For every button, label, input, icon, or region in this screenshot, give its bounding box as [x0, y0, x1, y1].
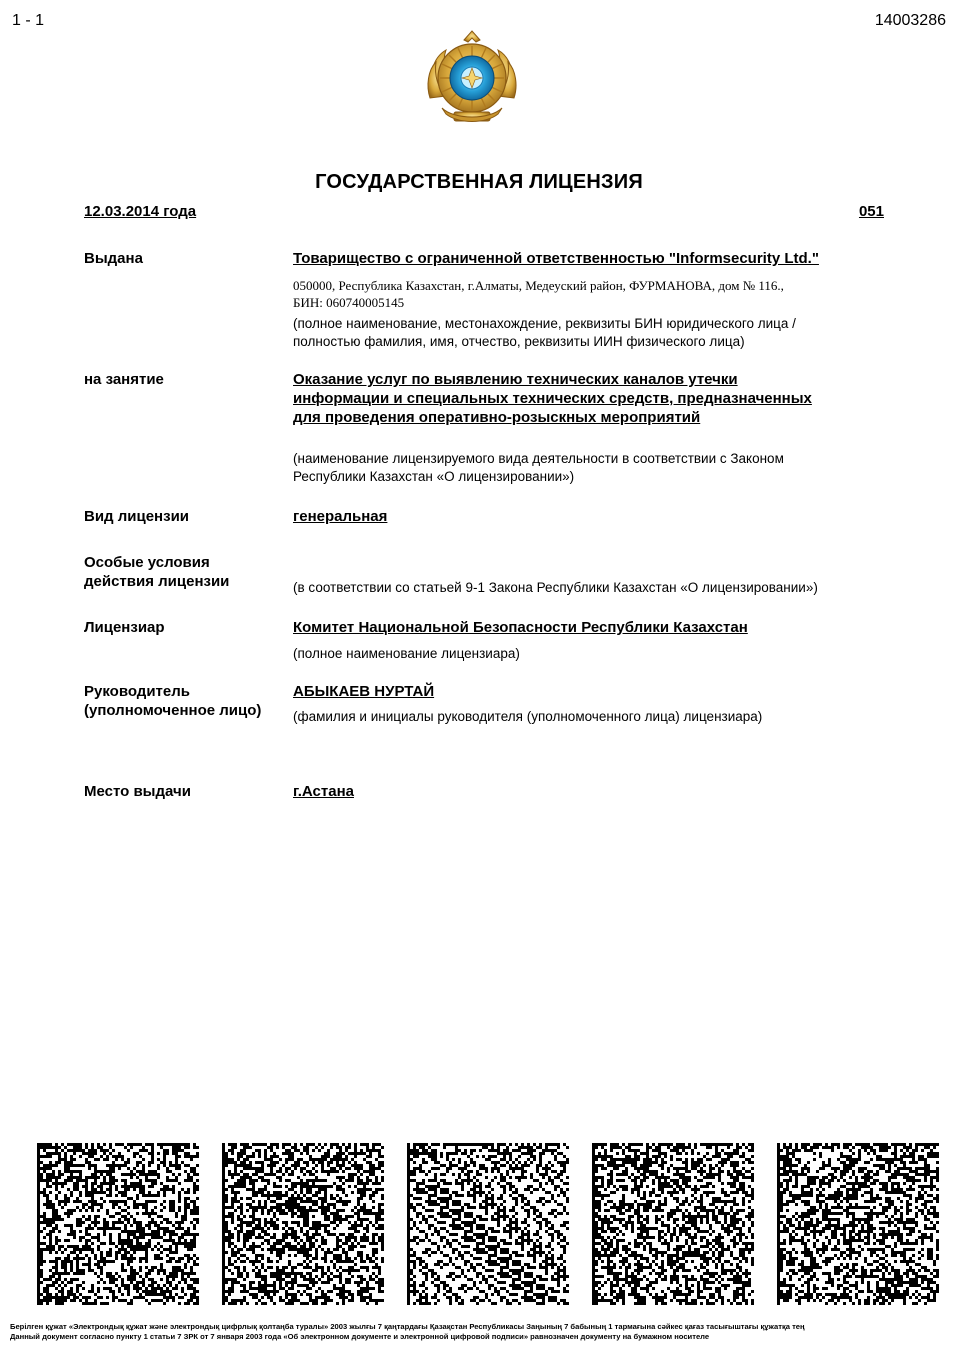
licensor-label: Лицензиар: [84, 619, 165, 636]
issued-address: 050000, Республика Казахстан, г.Алматы, Медеуский район, ФУРМАНОВА, дом № 116.,: [293, 278, 784, 293]
issued-note-1: (полное наименование, местонахождение, реквизиты БИН юридического лица /: [293, 316, 796, 331]
page-number: 1 - 1: [12, 12, 45, 29]
activity-value-3: для проведения оперативно-розыскных мероприятий: [293, 409, 701, 426]
activity-label: на занятие: [84, 371, 164, 388]
document-title: ГОСУДАРСТВЕННАЯ ЛИЦЕНЗИЯ: [315, 171, 643, 193]
qr-code-icon: [592, 1143, 754, 1305]
head-note: (фамилия и инициалы руководителя (уполномоченного лица) лицензиара): [293, 709, 763, 724]
head-label-2: (уполномоченное лицо): [84, 702, 262, 719]
footer-legal-ru: Данный документ согласно пункту 1 статьи 7 ЗРК от 7 января 2003 года «Об электронном документе и электронной цифровой подписи» равнозначен документу на бумажном носителе: [10, 1332, 710, 1341]
qr-code-icon: [37, 1143, 199, 1305]
qr-code-icon: [407, 1143, 569, 1305]
license-type-label: Вид лицензии: [84, 508, 190, 525]
qr-code-icon: [222, 1143, 384, 1305]
license-type-value: генеральная: [293, 508, 388, 525]
issued-note-2: полностью фамилия, имя, отчество, реквизиты ИИН физического лица): [293, 334, 745, 349]
document-id: 14003286: [874, 12, 946, 29]
special-conditions-label-1: Особые условия: [84, 554, 210, 571]
issued-value: Товарищество с ограниченной ответственностью "Informsecurity Ltd.": [293, 250, 819, 267]
issue-date: 12.03.2014 года: [84, 203, 197, 220]
activity-note-1: (наименование лицензируемого вида деятельности в соответствии с Законом: [293, 451, 784, 466]
special-conditions-note: (в соответствии со статьей 9-1 Закона Республики Казахстан «О лицензировании»): [293, 580, 818, 595]
licensor-note: (полное наименование лицензиара): [293, 646, 520, 661]
place-label: Место выдачи: [84, 783, 191, 800]
state-emblem-icon: [420, 28, 524, 132]
place-value: г.Астана: [293, 783, 354, 800]
activity-value-2: информации и специальных технических средств, предназначенных: [293, 390, 812, 407]
qr-code-icon: [777, 1143, 939, 1305]
head-label-1: Руководитель: [84, 683, 190, 700]
issued-bin: БИН: 060740005145: [293, 295, 405, 310]
issued-label: Выдана: [84, 250, 143, 267]
footer-legal-kz: Берілген құжат «Электрондық құжат және электрондық цифрлық қолтаңба туралы» 2003 жылғы 7 қаңтардағы Қазақстан Республикасы Заңының 7 бабының 1 тармағына сәйкес қағаз тасығыштағы құжатқа тең: [10, 1322, 805, 1331]
license-number: 051: [858, 203, 884, 220]
special-conditions-label-2: действия лицензии: [84, 573, 230, 590]
activity-value-1: Оказание услуг по выявлению технических каналов утечки: [293, 371, 738, 388]
head-value: АБЫКАЕВ НУРТАЙ: [293, 683, 435, 700]
activity-note-2: Республики Казахстан «О лицензировании»): [293, 469, 575, 484]
licensor-value: Комитет Национальной Безопасности Республики Казахстан: [293, 619, 748, 636]
